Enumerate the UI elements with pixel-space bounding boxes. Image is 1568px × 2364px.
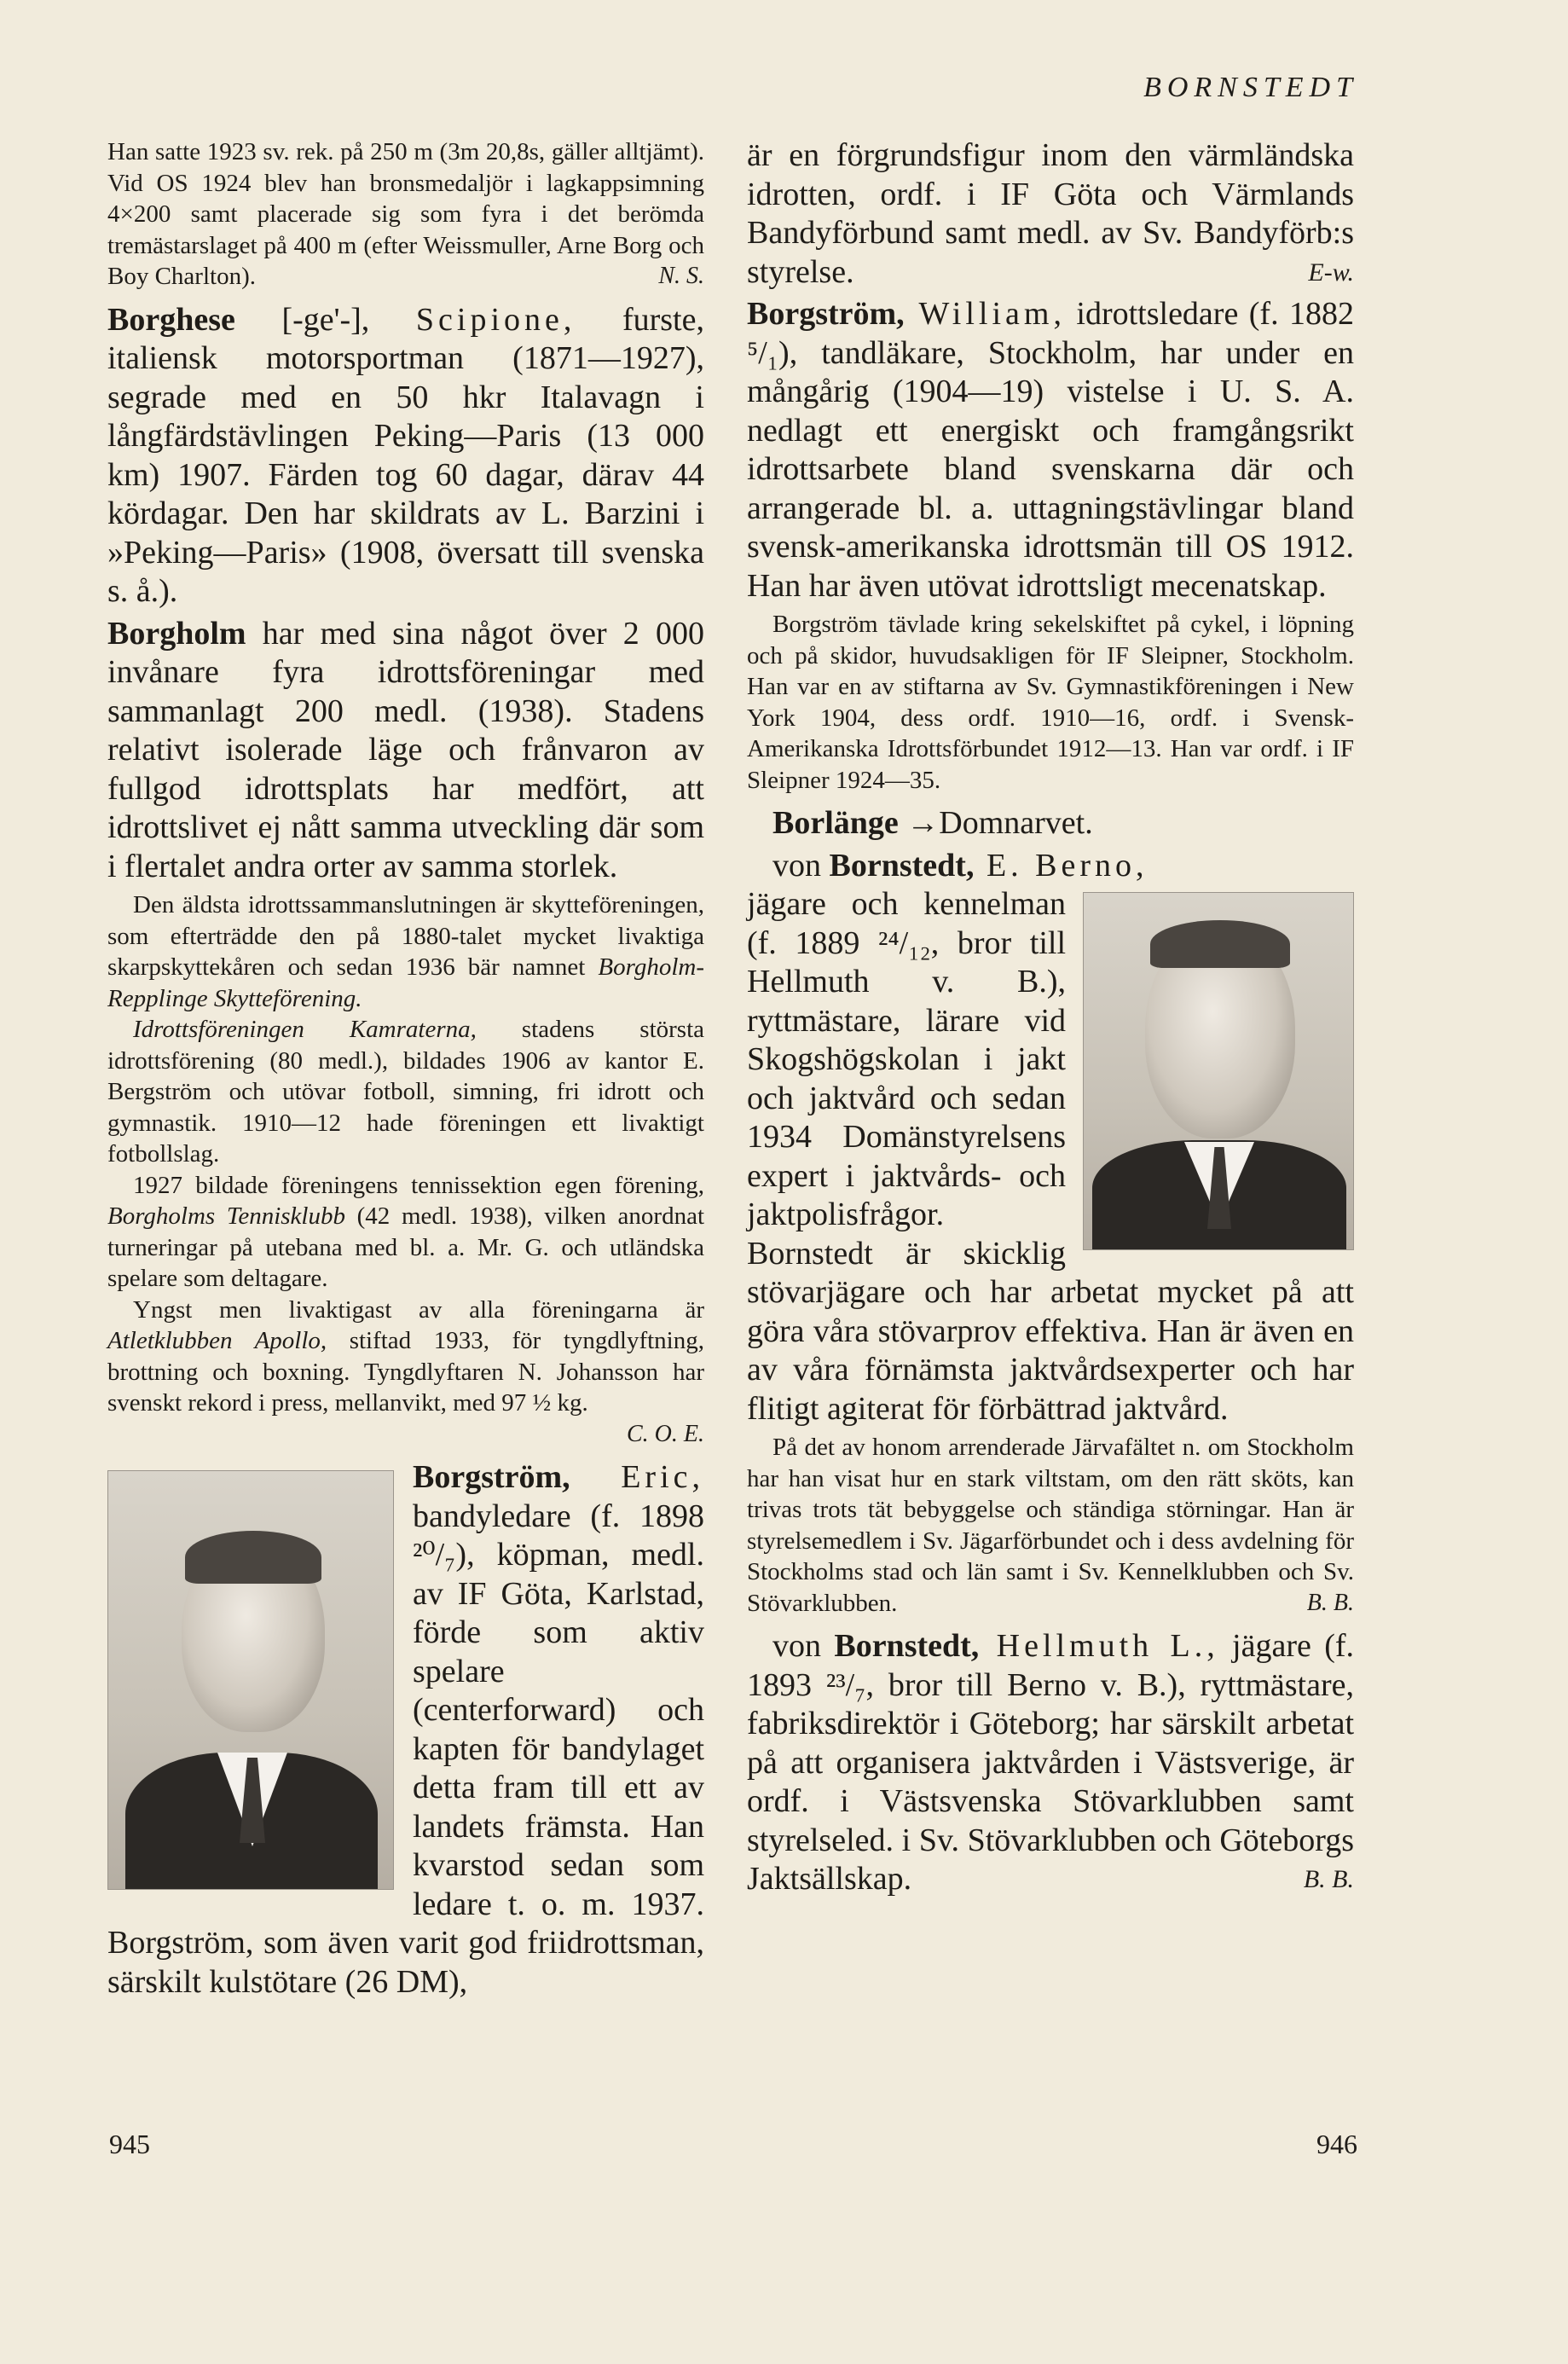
borgholm-detail-1: Den äldsta idrottssammanslutningen är skytteföreningen, som efterträdde den på 1880-talet mycket livaktiga skarpskyttekåren och sedan 1936 bär namnet <box>107 891 704 981</box>
signature-ew: E-w. <box>1308 258 1354 287</box>
hellmuth-given-name: Hellmuth L., <box>979 1628 1219 1664</box>
hellmuth-prefix: von <box>772 1628 835 1664</box>
borgholm-detail-2: stadens största idrottsförening (80 medl.), bildades 1906 av kantor E. Bergström och utövar fotboll, simning, fri idrott och gymnastik. 1910—12 hade föreningen ett livaktigt fotbollslag. <box>107 1016 704 1168</box>
portrait-berno-bornstedt <box>1083 892 1354 1250</box>
signature-bb-2: B. B. <box>1303 1865 1354 1893</box>
borghese-text: furste, italiensk motorsportman (1871—1927), segrade med en 50 hkr Italavagn i långfärdstävlingen Peking—Paris (13 000 km) 1907. Färden tog 60 dagar, därav 44 kördagar. Den har skildrats av L. Barzini i »Peking—Paris» (1908, översatt till svenska s. å.). <box>107 301 704 609</box>
headword-borgstrom-eric: Borgström, <box>413 1459 570 1495</box>
signature-bb-1: B. B. <box>1306 1589 1354 1616</box>
hellmuth-text: jägare (f. 1893 ²³/₇, bror till Berno v. B.), ryttmästare, fabriksdirektör i Göteborg; har särskilt arbetat på att organisera jaktvården i Västsverige, är ordf. i Västsvenska Stövarklubben samt styrelseled. i Sv. Stövarklubben och Göteborgs Jaktsällskap. <box>747 1628 1355 1897</box>
eric-continuation-text: är en förgrundsfigur inom den värmländska idrotten, ordf. i IF Göta och Värmlands Bandyförbund samt medl. av Sv. Bandyförb:s styrelse. <box>747 137 1354 290</box>
borghese-given-name: Scipione, <box>415 301 576 338</box>
page-number-right: 946 <box>1316 2129 1357 2159</box>
berno-body <box>747 885 1354 1428</box>
borgholm-detail-3b: (42 medl. 1938), vilken anordnat turneringar på utebana med bl. a. Mr. G. och utländska spelare som deltagare. <box>107 1202 704 1292</box>
borgholm-detail-3: 1927 bildade föreningens tennissektion egen förening, <box>133 1171 704 1199</box>
entry-borgholm <box>107 615 704 887</box>
borgholm-club-repplinge: Borgholm-Repplinge Skytteförening. <box>107 953 704 1012</box>
eric-text: bandyledare (f. 1898 ²⁰/₇), köpman, medl. av IF Göta, Karlstad, förde som aktiv spelare (centerforward) och kapten för bandylaget detta fram till ett av landets främsta. Han kvarstod sedan som ledare t. o. m. 1937. Borgström, som även varit god friidrottsman, särskilt kulstötare (26 DM), <box>107 1498 704 2000</box>
borlange-crossref: →Domnarvet. <box>898 805 1093 841</box>
william-given-name: William, <box>904 296 1066 332</box>
borgholm-detail-4b: stiftad 1933, för tyngdlyftning, brottning och boxning. Tyngdlyftaren N. Johansson har svenskt rekord i press, mellanvikt, med 97 ½ kg. <box>107 1327 704 1417</box>
eric-given-name: Eric, <box>570 1459 704 1495</box>
entry-bornstedt-hellmuth <box>747 1627 1354 1899</box>
william-text: idrottsledare (f. 1882 ⁵/₁), tandläkare, Stockholm, har under en mångårig (1904—19) vistelse i U. S. A. nedlagt ett energiskt och framgångsrikt idrottsarbete bland svenskarna där och arrangerade bl. a. uttagningstävlingar bland svensk-amerikanska idrottsmän till OS 1912. Han har även utövat idrottsligt mecenatskap. <box>747 296 1355 604</box>
entry-borghese <box>107 301 704 611</box>
headword-borgstrom-william: Borgström, <box>747 296 905 332</box>
borgholm-club-kamraterna: Idrottsföreningen Kamraterna, <box>133 1016 477 1043</box>
borgholm-text: har med sina något över 2 000 invånare fyra idrottsföreningar med sammanlagt 200 medl. (1938). Stadens relativt isolerade läge och frånvaron av fullgod idrottsplats har medfört, att idrottslivet ej nått samma utveckling där som i flertalet andra orter av samma storlek. <box>107 615 704 884</box>
portrait-eric-borgstrom <box>107 1470 394 1890</box>
entry-continuation-swimmer <box>107 136 704 293</box>
entry-bornstedt-berno <box>747 847 1354 886</box>
running-head: BORNSTEDT <box>1143 72 1358 103</box>
william-detail <box>747 609 1354 796</box>
borgholm-detail <box>107 889 704 1450</box>
berno-given-name: E. Berno, <box>974 847 1149 884</box>
headword-borlange: Borlänge <box>772 805 899 841</box>
left-column <box>107 136 704 2005</box>
entry-borgstrom-eric <box>107 1458 704 2002</box>
berno-detail-text: På det av honom arrenderade Järvafältet n. om Stockholm har han visat hur en stark viltstam, om den rätt sköts, kan trivas trots tät bebyggelse och ständiga störningar. Han är styrelsemedlem i Sv. Jägarförbundet och i dess avdelning för Stockholms stad och län samt i Sv. Kennelklubben och Sv. Stövarklubben. <box>747 1434 1354 1617</box>
entry-borgstrom-william <box>747 295 1354 605</box>
headword-borgholm: Borgholm <box>107 615 246 652</box>
entry-continuation-eric <box>747 136 1354 292</box>
headword-bornstedt-hellmuth: Bornstedt, <box>834 1628 980 1664</box>
swimmer-text: Han satte 1923 sv. rek. på 250 m (3m 20,8s, gäller alltjämt). Vid OS 1924 blev han bronsmedaljör i lagkappsimning 4×200 samt placerade sig som fyra i det berömda tremästarslaget på 400 m (efter Weissmuller, Arne Borg och Boy Charlton). <box>107 138 704 290</box>
signature-coe: C. O. E. <box>627 1420 704 1447</box>
borghese-pronunciation: [-ge'-], <box>234 301 416 338</box>
berno-text: jägare och kennelman (f. 1889 ²⁴/₁₂, bror till Hellmuth v. B.), ryttmästare, lärare vid Skogshögskolan i jakt och jaktvård och sedan 1934 Domänstyrelsens expert i jaktvårds- och jaktpolisfrågor. Bornstedt är skicklig stövarjägare och har arbetat mycket på att göra våra stövarprov effektiva. Han är även en av våra förnämsta jaktvårdsexperter och har flitigt agiterat för förbättrad jaktvård. <box>747 886 1354 1427</box>
entry-borlange <box>747 804 1354 843</box>
borgholm-club-tennis: Borgholms Tennisklubb <box>107 1202 345 1230</box>
william-detail-text: Borgström tävlade kring sekelskiftet på cykel, i löpning och på skidor, huvudsakligen för IF Sleipner, Stockholm. Han var en av stiftarna av Sv. Gymnastikföreningen i New York 1904, dess ordf. 1910—16, ordf. i Svensk-Amerikanska Idrottsförbundet 1912—13. Han var ordf. i IF Sleipner 1924—35. <box>747 611 1354 794</box>
headword-borghese: Borghese <box>107 301 235 338</box>
berno-detail <box>747 1432 1354 1619</box>
headword-bornstedt-berno: Bornstedt, <box>829 847 975 884</box>
page-number-left: 945 <box>109 2129 150 2159</box>
right-column <box>747 136 1354 1903</box>
berno-prefix: von <box>772 847 830 884</box>
borgholm-detail-4: Yngst men livaktigast av alla föreningarna är <box>133 1295 704 1324</box>
borgholm-club-apollo: Atletklubben Apollo, <box>107 1327 327 1354</box>
signature-ns: N. S. <box>658 263 704 289</box>
